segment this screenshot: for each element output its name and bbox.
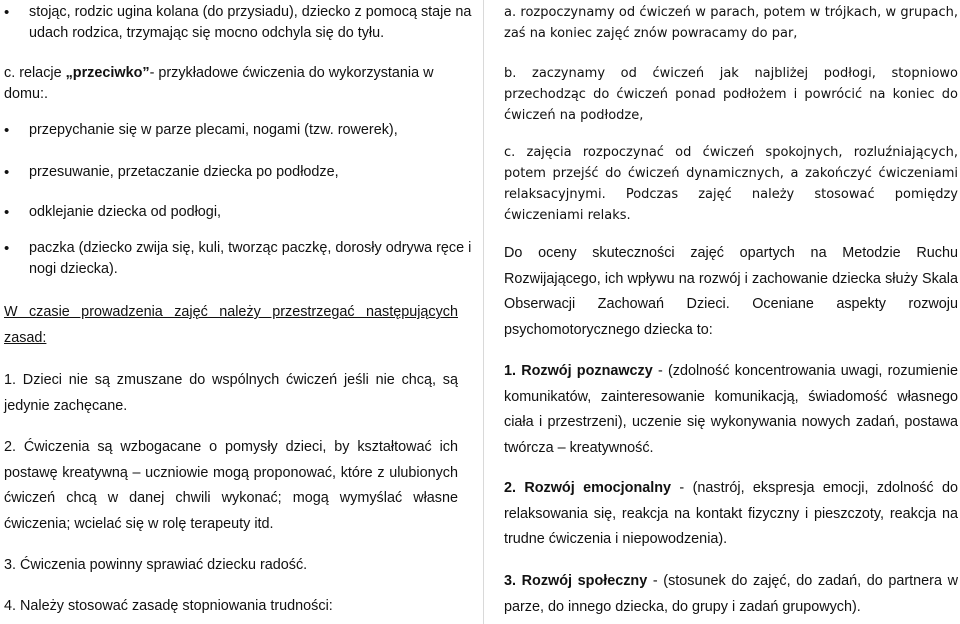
relacje-prefix: c. relacje [4, 65, 66, 81]
zasada-2: 2. Ćwiczenia są wzbogacane o pomysły dzieci, by kształtować ich postawę kreatywną – uczniowie mogą proponować, które z ulubionych ćwiczeń chcą w danej chwili wykonać; mogą wymyślać własne ćwiczenia; wcielać się w rolę terapeuty itd. [4, 439, 458, 532]
rozwoj-emocjonalny-text: - (nastrój, ekspresja emocji, zdolność do relaksowania się, reakcja na kontakt fizyczny i pieszczoty, reakcja na trudne ćwiczenia i niepowodzenia). [504, 480, 958, 547]
bullet-przesuwanie: • przesuwanie, przetaczanie dziecka po podłodze, [4, 162, 483, 183]
rozwoj-spoleczny-text: - (stosunek do zajęć, do zadań, do partnera w parze, do innego dziecka, do grupy i zadań grupowych). [504, 573, 959, 615]
stopniowanie-b: b. zaczynamy od ćwiczeń jak najbliżej podłogi, stopniowo przechodząc do ćwiczeń ponad podłożem i powrócić na koniec do ćwiczeń na podłodze, [504, 66, 958, 123]
stopniowanie-a: a. rozpoczynamy od ćwiczeń w parach, potem w trójkach, w grupach, zaś na koniec zajęć znów powracamy do par, [504, 5, 958, 41]
rozwoj-spoleczny-title: 3. Rozwój społeczny [504, 573, 648, 589]
zasada-4: 4. Należy stosować zasadę stopniowania trudności: [4, 598, 333, 614]
bullet-odklejanie: • odklejanie dziecka od podłogi, [4, 202, 483, 223]
rozwoj-poznawczy-text: - (zdolność koncentrowania uwagi, rozumienie komunikatów, zainteresowanie komunikacją, świadomość własnego ciała i przestrzeni), uczenie się wykonywania nowych zadań, postawa twórcza – kreatywność. [504, 363, 959, 456]
rozwoj-emocjonalny-title: 2. Rozwój emocjonalny [504, 480, 672, 496]
relacje-suffix: - przykładowe ćwiczenia do wykorzystania w domu:. [4, 65, 434, 102]
bullet-ugina: • stojąc, rodzic ugina kolana (do przysiadu), dziecko z pomocą staje na udach rodzica, trzymając się mocno odchyla się do tyłu. [4, 2, 483, 44]
zasady-heading: W czasie prowadzenia zajęć należy przestrzegać następujących zasad: [4, 304, 458, 346]
rozwoj-emocjonalny [504, 476, 958, 553]
bullet-paczka: • paczka (dziecko zwija się, kuli, tworząc paczkę, dorosły odrywa ręce i nogi dziecka). [4, 238, 483, 280]
bullet-przepychanie: • przepychanie się w parze plecami, nogami (tzw. rowerek), [4, 120, 483, 141]
stopniowanie-c: c. zajęcia rozpoczynać od ćwiczeń spokojnych, rozluźniających, potem przejść do ćwiczeń dynamicznych, a zakończyć ćwiczeniami relaksacyjnymi. Podczas zajęć należy stosować pomiędzy ćwiczeniami relaks. [504, 145, 958, 223]
rozwoj-spoleczny [504, 569, 958, 620]
zasada-1: 1. Dzieci nie są zmuszane do wspólnych ćwiczeń jeśli nie chcą, są jedynie zachęcane. [4, 372, 458, 414]
ocena-paragraph: Do oceny skuteczności zajęć opartych na Metodzie Ruchu Rozwijającego, ich wpływu na rozwój i zachowanie dziecka służy Skala Obserwacji Zachowań Dzieci. Oceniane aspekty rozwoju psychomotorycznego dziecka to: [504, 245, 958, 338]
rozwoj-poznawczy-title: 1. Rozwój poznawczy [504, 363, 653, 379]
column-divider [483, 0, 484, 624]
rozwoj-poznawczy [504, 359, 958, 461]
relacje-przeciwko-bold: „przeciwko” [65, 65, 150, 81]
relacje-przeciwko-heading [4, 63, 458, 105]
zasada-3: 3. Ćwiczenia powinny sprawiać dziecku radość. [4, 557, 308, 573]
